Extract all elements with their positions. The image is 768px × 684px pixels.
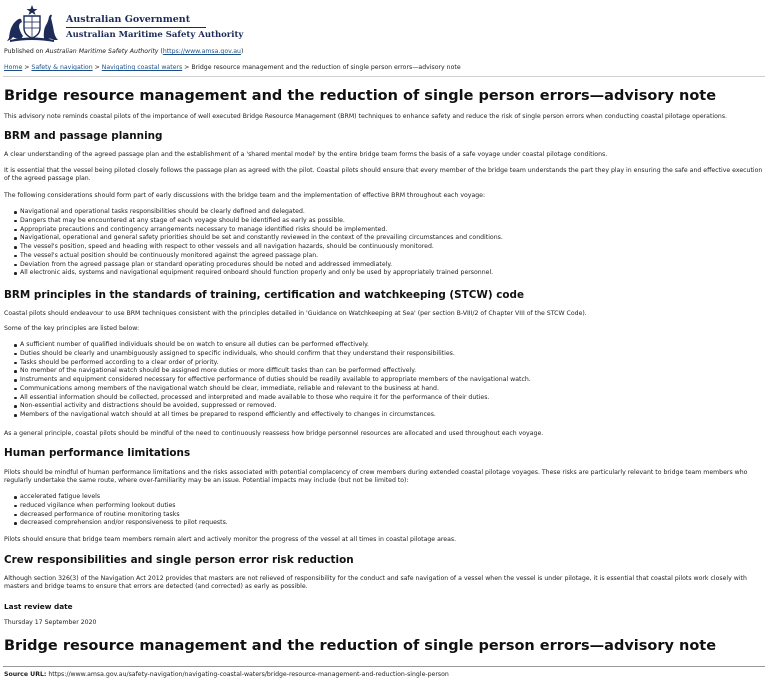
brm-passage-paragraph-3: The following considerations should form part of early discussions with the bridge team and the implementation of effective BRM throughout each voyage:: [4, 192, 486, 199]
human-performance-paragraph-1: Pilots should be mindful of human performance limitations and the risks associated with potential complacency of crew members during extended coastal pilotage voyages. These risks are particularly relevant to bridge team members who regularly undertake the same route, where over-familiarity may be an issue. Potential impacts may include (but not be limited to):: [4, 469, 748, 485]
government-name: Australian Government: [66, 14, 191, 25]
brm-passage-paragraph-1: A clear understanding of the agreed passage plan and the establishment of a 'shared mental model' by the entire bridge team forms the basis of a safe voyage under coastal pilotage conditions.: [4, 151, 608, 158]
page-title: Bridge resource management and the reduction of single person errors—advisory note: [4, 88, 717, 104]
section-heading-brm-passage: BRM and passage planning: [4, 130, 163, 142]
published-paren-open: (: [158, 48, 163, 55]
government-wordmark: [66, 14, 243, 41]
coat-of-arms-icon: [4, 4, 60, 44]
list-item: Appropriate precautions and contingency arrangements necessary to manage identified risks should be implemented.: [20, 226, 503, 235]
list-item: Instruments and equipment considered necessary for effective performance of duties should be readily available to appropriate members of the navigational watch.: [20, 376, 531, 383]
list-item: A sufficient number of qualified individuals should be on watch to ensure all duties can be performed effectively.: [20, 341, 531, 350]
list-item: The vessel's position, speed and heading with respect to other vessels and all navigation hazards, should be continuously monitored.: [20, 243, 503, 252]
source-url: [4, 671, 449, 679]
list-item: Duties should be clearly and unambiguously assigned to specific individuals, who should confirm that they understand their responsibilities.: [20, 350, 531, 359]
section-heading-brm-stcw: BRM principles in the standards of training, certification and watchkeeping (STCW) code: [4, 289, 524, 301]
list-item: All electronic aids, systems and navigational equipment required onboard should function properly and only be used by appropriately trained personnel.: [20, 269, 503, 278]
breadcrumb-coastal-link[interactable]: Navigating coastal waters: [101, 64, 183, 71]
human-performance-list: [20, 493, 228, 528]
list-item: Communications among members of the navigational watch should be clear, immediate, reliable and relevant to the business at hand.: [20, 385, 531, 394]
list-item: Members of the navigational watch should at all times be prepared to respond efficiently and effectively to changes in circumstances.: [20, 411, 531, 420]
list-item: decreased performance of routine monitoring tasks: [20, 511, 228, 520]
footer-title: Bridge resource management and the reduction of single person errors—advisory note: [4, 638, 717, 654]
breadcrumb-divider: [3, 76, 765, 77]
list-item: No member of the navigational watch should be assigned more duties or more difficult tasks than can be performed effectively.: [20, 367, 531, 376]
breadcrumb-separator: >: [22, 64, 32, 71]
breadcrumb-separator: >: [182, 64, 192, 71]
list-item: All essential information should be collected, processed and interpreted and made available to those who require it for the performance of their duties.: [20, 394, 531, 403]
list-item: Tasks should be performed according to a clear order of priority.: [20, 359, 531, 368]
agency-name: Australian Maritime Safety Authority: [66, 30, 244, 40]
wordmark-divider: [66, 27, 206, 28]
list-item: reduced vigilance when performing lookout duties: [20, 502, 228, 511]
brm-stcw-paragraph-1: Coastal pilots should endeavour to use BRM techniques consistent with the principles detailed in 'Guidance on Watchkeeping at Sea' (per section B-VIII/2 of Chapter VIII of the STCW Code).: [4, 310, 587, 317]
list-item: The vessel's actual position should be continuously monitored against the agreed passage plan.: [20, 252, 503, 261]
list-item: decreased comprehension and/or responsiveness to pilot requests.: [20, 519, 228, 527]
list-item: Navigational and operational tasks responsibilities should be clearly defined and delegated.: [20, 208, 503, 217]
crew-paragraph: Although section 326(3) of the Navigation Act 2012 provides that masters are not relieved of responsibility for the conduct and safe navigation of a vessel when the vessel is under pilotage, it is essential that coastal pilots work closely with masters and bridge teams to ensure that errors are detected (and corrected) as early as possible.: [4, 575, 747, 591]
breadcrumb-home-link[interactable]: Home: [4, 64, 23, 71]
list-item: accelerated fatigue levels: [20, 493, 228, 502]
published-site: Australian Maritime Safety Authority: [45, 48, 159, 55]
brm-stcw-list: [20, 341, 531, 420]
list-item: Dangers that may be encountered at any stage of each voyage should be identified as early as possible.: [20, 217, 503, 226]
list-item: Deviation from the agreed passage plan or standard operating procedures should be noted and addressed immediately.: [20, 261, 503, 270]
breadcrumb-separator: >: [92, 64, 102, 71]
published-url-link[interactable]: https://www.amsa.gov.au: [162, 48, 241, 55]
section-heading-crew: Crew responsibilities and single person error risk reduction: [4, 554, 354, 566]
published-line: [4, 48, 243, 56]
list-item: Navigational, operational and general safety priorities should be set and constantly reviewed in the context of the prevailing circumstances and conditions.: [20, 234, 503, 242]
brm-stcw-paragraph-3: As a general principle, coastal pilots should be mindful of the need to continuously reassess how bridge personnel resources are allocated and used throughout each voyage.: [4, 430, 544, 437]
published-prefix: Published on: [4, 48, 46, 55]
brm-passage-paragraph-2: It is essential that the vessel being piloted closely follows the passage plan as agreed with the pilot. Coastal pilots should ensure that every member of the bridge team understands the part they play in ensuring the safe and effective execution of the agreed passage plan.: [4, 167, 763, 183]
list-item: Non-essential activity and distractions should be avoided, suppressed or removed.: [20, 402, 531, 411]
intro-paragraph: This advisory note reminds coastal pilots of the importance of well executed Bridge Resource Management (BRM) techniques to enhance safety and reduce the risk of single person errors when conducting coastal pilotage operations.: [4, 113, 728, 120]
last-review-date: Thursday 17 September 2020: [4, 619, 97, 626]
breadcrumb-current: Bridge resource management and the reduction of single person errors—advisory note: [191, 64, 461, 71]
brm-stcw-paragraph-2: Some of the key principles are listed below:: [4, 325, 140, 332]
human-performance-paragraph-2: Pilots should ensure that bridge team members remain alert and actively monitor the progress of the vessel at all times in coastal pilotage areas.: [4, 536, 457, 543]
breadcrumb: [4, 64, 461, 72]
brm-passage-list: [20, 208, 503, 278]
footer-divider: [3, 666, 765, 667]
section-heading-human-performance: Human performance limitations: [4, 447, 191, 459]
source-url-value: https://www.amsa.gov.au/safety-navigation/navigating-coastal-waters/bridge-resource-management-and-reduction-single-person: [46, 671, 449, 678]
last-review-heading: Last review date: [4, 602, 73, 611]
published-paren-close: ): [240, 48, 244, 55]
breadcrumb-safety-link[interactable]: Safety & navigation: [31, 64, 93, 71]
source-url-label: Source URL:: [4, 671, 47, 678]
site-header: [4, 4, 264, 44]
